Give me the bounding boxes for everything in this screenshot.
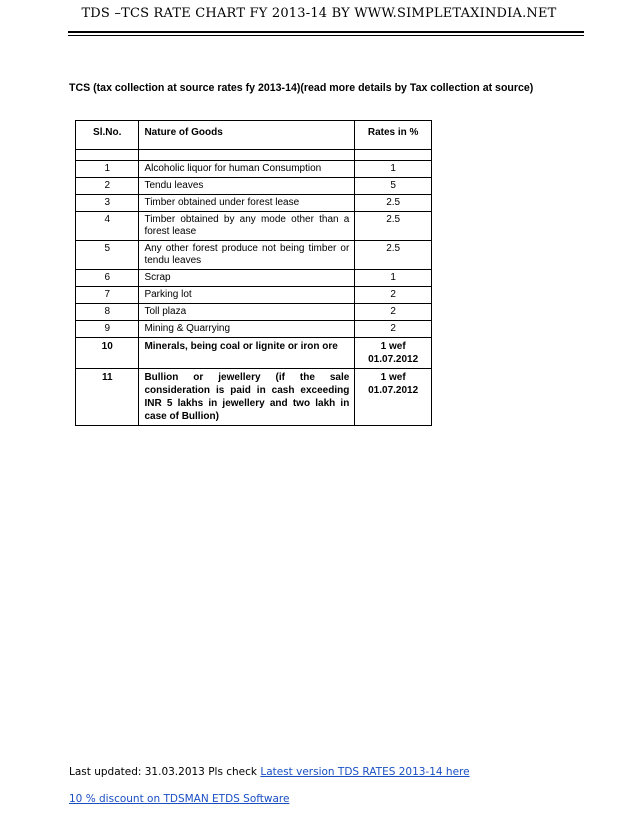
table-row xyxy=(76,369,432,426)
slno-cell: 1 xyxy=(76,161,139,178)
rate-cell: 2 xyxy=(355,304,432,321)
footer-last-updated xyxy=(69,766,470,778)
rate-cell: 1 xyxy=(355,161,432,178)
rate-cell: 2.5 xyxy=(355,241,432,270)
spacer-cell xyxy=(139,150,355,161)
table-spacer-row xyxy=(76,150,432,161)
table-row xyxy=(76,287,432,304)
table-row xyxy=(76,304,432,321)
rate-effective-date: 01.07.2012 xyxy=(368,354,419,365)
slno-cell: 4 xyxy=(76,212,139,241)
latest-version-link[interactable]: Latest version TDS RATES 2013-14 here xyxy=(260,766,470,778)
slno-cell: 11 xyxy=(76,369,139,426)
slno-cell: 5 xyxy=(76,241,139,270)
discount-link[interactable]: 10 % discount on TDSMAN ETDS Software xyxy=(69,793,290,805)
rate-cell: 5 xyxy=(355,178,432,195)
rate-cell xyxy=(355,369,432,426)
slno-cell: 6 xyxy=(76,270,139,287)
table-row xyxy=(76,178,432,195)
nature-cell: Bullion or jewellery (if the sale consideration is paid in cash exceeding INR 5 lakhs in jewellery and two lakh in case of Bullion) xyxy=(139,369,355,426)
table-row xyxy=(76,195,432,212)
column-header-rate: Rates in % xyxy=(355,121,432,150)
nature-cell: Parking lot xyxy=(139,287,355,304)
slno-cell: 2 xyxy=(76,178,139,195)
nature-cell: Timber obtained by any mode other than a forest lease xyxy=(139,212,355,241)
column-header-nature: Nature of Goods xyxy=(139,121,355,150)
table-row xyxy=(76,321,432,338)
nature-cell: Scrap xyxy=(139,270,355,287)
slno-cell: 10 xyxy=(76,338,139,369)
nature-cell: Timber obtained under forest lease xyxy=(139,195,355,212)
nature-cell: Tendu leaves xyxy=(139,178,355,195)
rate-cell: 2 xyxy=(355,287,432,304)
page-header-title: TDS –TCS RATE CHART FY 2013-14 BY WWW.SIMPLETAXINDIA.NET xyxy=(81,6,557,21)
table-row xyxy=(76,161,432,178)
header-rule-thin xyxy=(68,35,584,36)
nature-cell: Alcoholic liquor for human Consumption xyxy=(139,161,355,178)
nature-cell: Toll plaza xyxy=(139,304,355,321)
table-row xyxy=(76,212,432,241)
footer-discount xyxy=(69,793,289,805)
table-row xyxy=(76,338,432,369)
last-updated-text: Last updated: 31.03.2013 Pls check xyxy=(69,766,261,778)
slno-cell: 8 xyxy=(76,304,139,321)
rate-effective-date: 01.07.2012 xyxy=(368,385,419,396)
slno-cell: 7 xyxy=(76,287,139,304)
nature-cell: Any other forest produce not being timber or tendu leaves xyxy=(139,241,355,270)
table-row xyxy=(76,270,432,287)
nature-cell: Mining & Quarrying xyxy=(139,321,355,338)
intro-heading: TCS (tax collection at source rates fy 2013-14)(read more details by Tax collection at source) xyxy=(69,82,534,94)
rate-cell: 1 xyxy=(355,270,432,287)
rate-cell xyxy=(355,338,432,369)
rate-cell: 2.5 xyxy=(355,195,432,212)
spacer-cell xyxy=(355,150,432,161)
header-rule xyxy=(68,31,584,33)
slno-cell: 3 xyxy=(76,195,139,212)
tcs-rate-table xyxy=(75,120,432,426)
rate-cell: 2 xyxy=(355,321,432,338)
column-header-slno: Sl.No. xyxy=(76,121,139,150)
slno-cell: 9 xyxy=(76,321,139,338)
nature-cell: Minerals, being coal or lignite or iron ore xyxy=(139,338,355,369)
rate-line: 1 wef xyxy=(380,372,406,383)
rate-cell: 2.5 xyxy=(355,212,432,241)
table-row xyxy=(76,241,432,270)
rate-line: 1 wef xyxy=(380,341,406,352)
spacer-cell xyxy=(76,150,139,161)
table-header-row xyxy=(76,121,432,150)
